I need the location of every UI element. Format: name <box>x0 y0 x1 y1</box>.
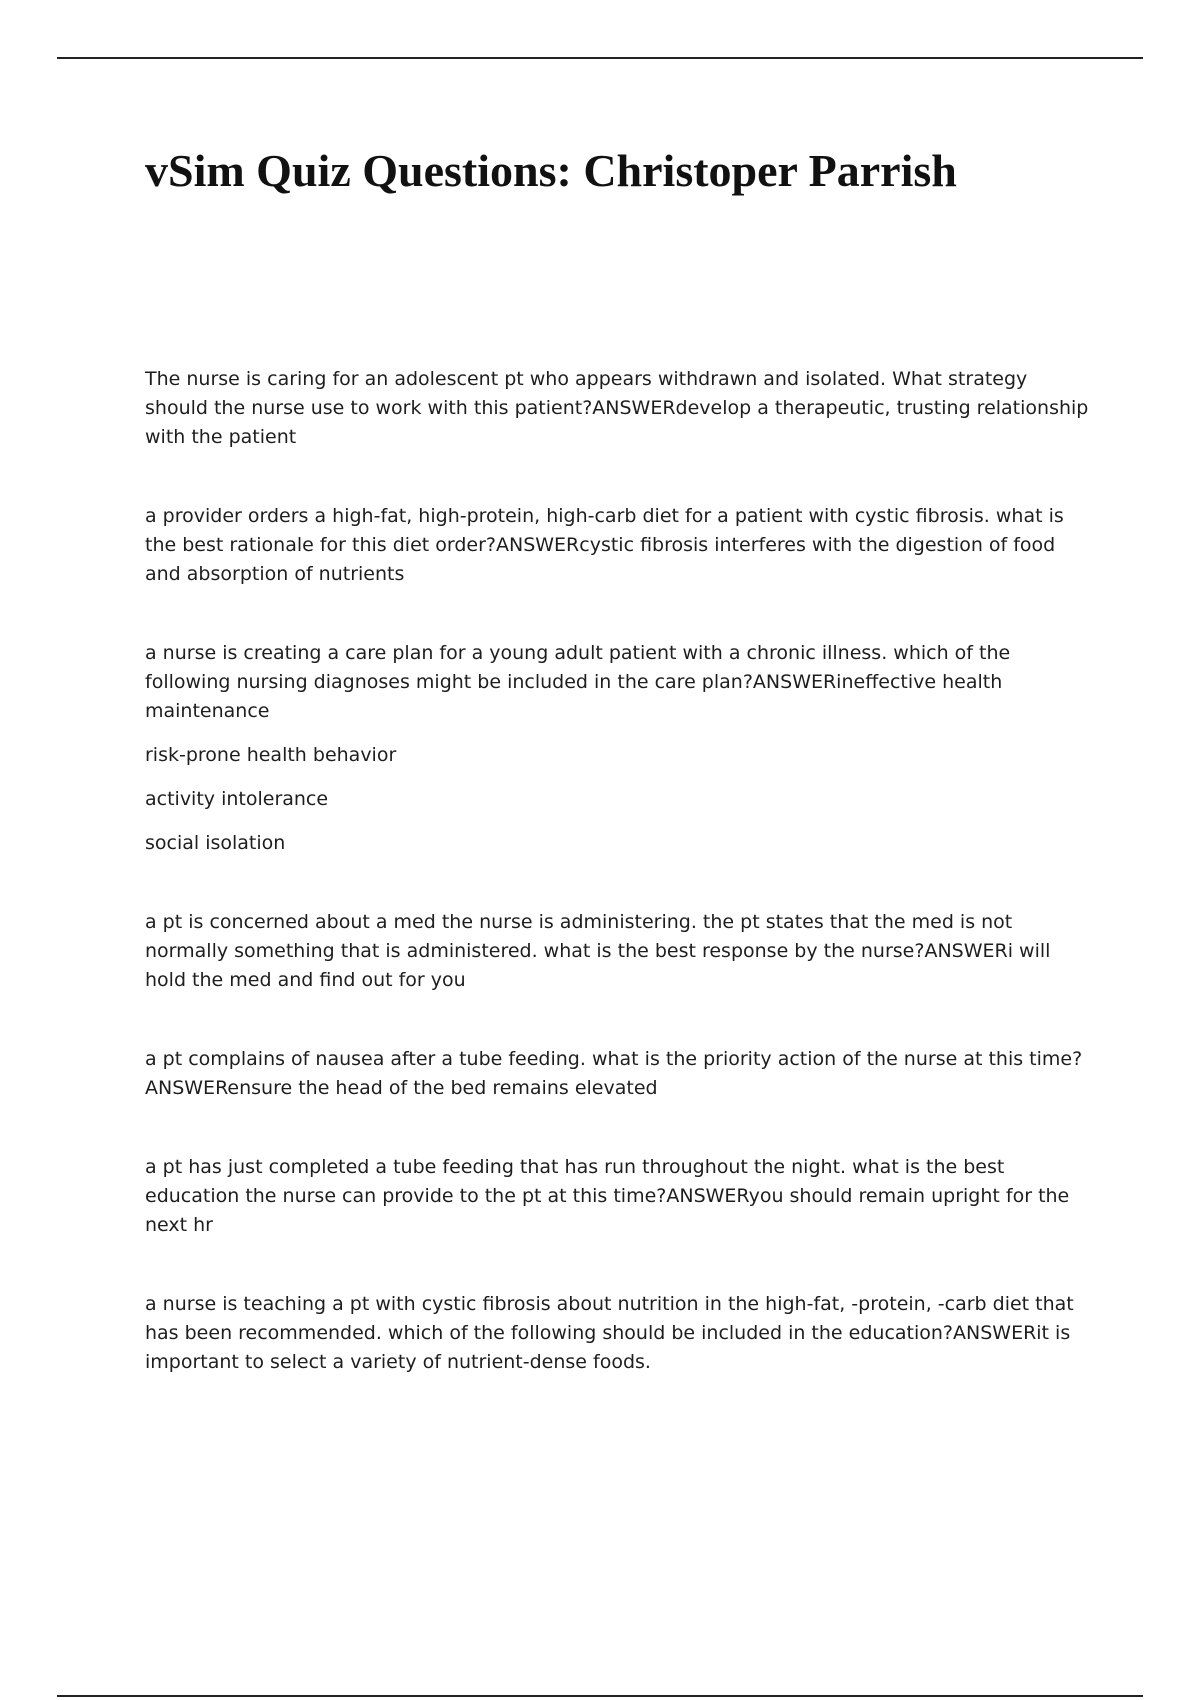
question-item <box>145 1290 1090 1377</box>
question-item <box>145 639 1090 858</box>
question-item <box>145 502 1090 589</box>
question-list <box>145 365 1090 1427</box>
answer-line: risk-prone health behavior <box>145 744 397 766</box>
bottom-rule <box>57 1695 1143 1697</box>
question-text: a nurse is teaching a pt with cystic fibrosis about nutrition in the high-fat, -protein, -carb diet that has been recommended. which of the following should be included in the education?ANSWERit is important to select a variety of nutrient-dense foods. <box>145 1293 1074 1373</box>
question-text: a pt has just completed a tube feeding that has run throughout the night. what is the best education the nurse can provide to the pt at this time?ANSWERyou should remain upright for the next hr <box>145 1156 1070 1236</box>
top-rule <box>57 57 1143 59</box>
question-text: a pt complains of nausea after a tube feeding. what is the priority action of the nurse at this time?ANSWERensure the head of the bed remains elevated <box>145 1048 1083 1099</box>
question-item <box>145 365 1090 452</box>
page-title: vSim Quiz Questions: Christoper Parrish <box>145 145 957 196</box>
answer-line: social isolation <box>145 832 286 854</box>
question-text: a nurse is creating a care plan for a young adult patient with a chronic illness. which of the following nursing diagnoses might be included in the care plan?ANSWERineffective health maintenance <box>145 642 1011 722</box>
question-text: a provider orders a high-fat, high-protein, high-carb diet for a patient with cystic fibrosis. what is the best rationale for this diet order?ANSWERcystic fibrosis interferes with the digestion of food and absorption of nutrients <box>145 505 1064 585</box>
question-item <box>145 1153 1090 1240</box>
question-item <box>145 908 1090 995</box>
answer-line: activity intolerance <box>145 788 329 810</box>
question-text: The nurse is caring for an adolescent pt who appears withdrawn and isolated. What strategy should the nurse use to work with this patient?ANSWERdevelop a therapeutic, trusting relationship with the patient <box>145 368 1089 448</box>
question-text: a pt is concerned about a med the nurse is administering. the pt states that the med is not normally something that is administered. what is the best response by the nurse?ANSWERi will hold the med and find out for you <box>145 911 1051 991</box>
question-item <box>145 1045 1090 1103</box>
